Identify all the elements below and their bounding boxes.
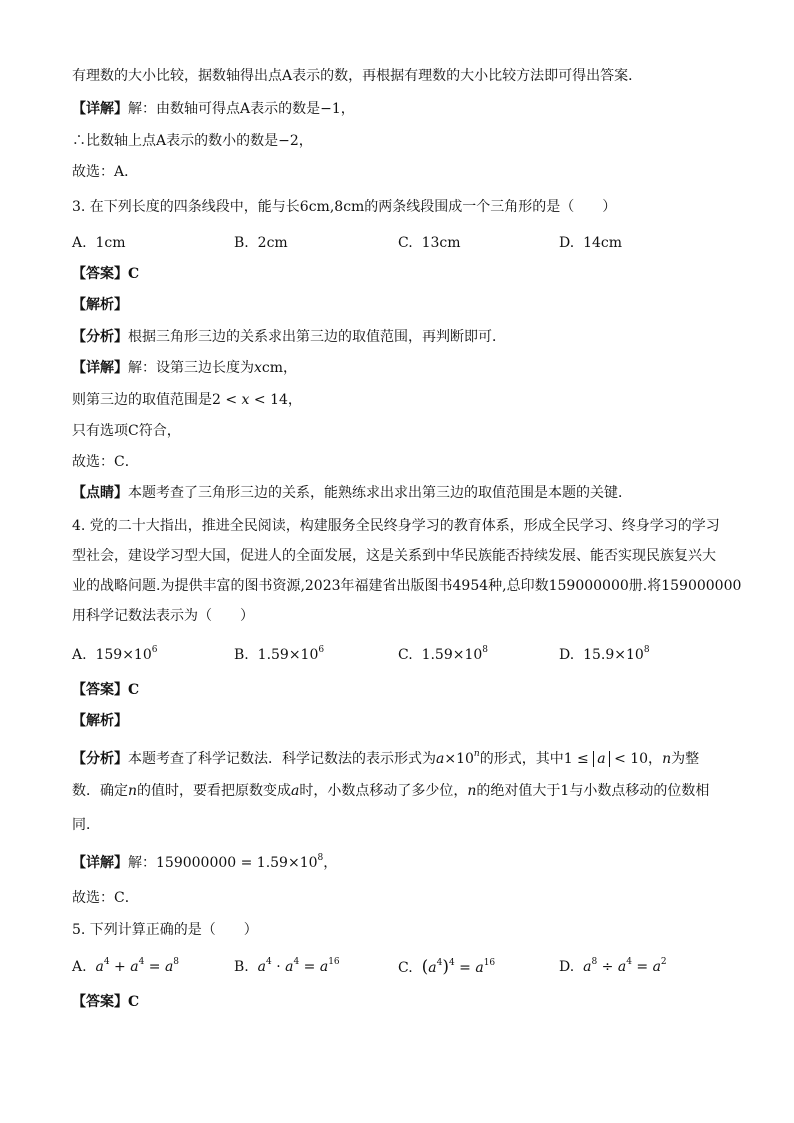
q5-option-b: B. $a^4 \cdot a^4 = a^{16}$ xyxy=(234,957,340,975)
question-5-options xyxy=(72,956,732,978)
question-5: 5. 下列计算正确的是（ ） xyxy=(72,922,258,938)
q3-only: 只有选项C符合， xyxy=(72,423,181,439)
q3-option-a: A. 1cm xyxy=(72,235,126,251)
question-3-options xyxy=(72,232,732,254)
question-3-text: 3. 在下列长度的四条线段中，能与长6cm,8cm的两条线段围成一个三角形的是（ ） xyxy=(72,199,617,215)
choose-text: 故选：A． xyxy=(72,164,139,180)
q5-option-d: D. $a^8 \div a^4 = a^2$ xyxy=(559,957,667,975)
q4-option-d: D. $15.9\times 10^8$ xyxy=(559,645,650,663)
q5-answer: 【答案】C xyxy=(72,994,140,1010)
q3-option-b: B. 2cm xyxy=(234,235,288,251)
q3-detail: 【详解】解：设第三边长度为xcm， xyxy=(72,360,298,376)
q5-option-c: C. $(a^4)^4 = a^{16}$ xyxy=(398,957,496,977)
q4-jiexi: 【解析】 xyxy=(72,713,128,729)
q4-detail: 【详解】解：$159000000 = 1.59\times 10^8$， xyxy=(72,853,338,871)
analysis-tag: 【分析】 xyxy=(72,329,128,345)
question-4-line-1: 4. 党的二十大指出，推进全民阅读，构建服务全民终身学习的教育体系，形成全民学习、终身学习的学习 xyxy=(72,518,720,534)
question-4-line-4: 用科学记数法表示为（ ） xyxy=(72,608,254,624)
q3-answer: 【答案】C xyxy=(72,266,140,282)
remark-tag: 【点睛】 xyxy=(72,485,128,501)
q3-remark xyxy=(72,483,632,503)
remark-text: 本题考查了三角形三边的关系，能熟练求出求出第三边的取值范围是本题的关键． xyxy=(128,485,632,501)
analysis-text: 根据三角形三边的关系求出第三边的取值范围，再判断即可． xyxy=(128,329,506,345)
q4-option-a: A. $159\times 10^6$ xyxy=(72,645,158,663)
q4-analysis-line-2: 数．确定n的值时，要看把原数变成a时，小数点移动了多少位，n的绝对值大于1与小数点移动的位数相 xyxy=(72,783,710,799)
text-line-detail xyxy=(72,99,355,119)
question-4-line-2: 型社会，建设学习型大国，促进人的全面发展，这是关系到中华民族能否持续发展、能否实现民族复兴大 xyxy=(72,548,716,564)
q3-analysis xyxy=(72,327,506,347)
q3-choose: 故选：C． xyxy=(72,454,139,470)
detail-tag: 【详解】 xyxy=(72,360,128,376)
q3-option-c: C. 13cm xyxy=(398,235,461,251)
q4-analysis-line-1: 【分析】本题考查了科学记数法．科学记数法的表示形式为$a\times 10^n$的形式，其中1 ≤ a < 10，n为整 xyxy=(72,749,700,767)
question-4-options xyxy=(72,644,732,666)
text-line-choose xyxy=(72,162,138,182)
q3-jiexi: 【解析】 xyxy=(72,297,128,313)
q4-choose: 故选：C． xyxy=(72,890,139,906)
q4-option-c: C. $1.59\times 10^8$ xyxy=(398,645,489,663)
question-3 xyxy=(72,197,616,217)
q3-option-d: D. 14cm xyxy=(559,235,623,251)
detail-tag: 【详解】 xyxy=(72,101,128,117)
analysis-tag: 【分析】 xyxy=(72,751,128,767)
q3-range: 则第三边的取值范围是2 < x < 14， xyxy=(72,392,302,408)
q4-answer: 【答案】C xyxy=(72,682,140,698)
q4-analysis-line-3: 同． xyxy=(72,817,100,833)
detail-tag: 【详解】 xyxy=(72,855,128,871)
intro-text: 有理数的大小比较，据数轴得出点A表示的数，再根据有理数的大小比较方法即可得出答案． xyxy=(72,68,643,84)
detail-text: 解：由数轴可得点A表示的数是−1， xyxy=(128,101,355,117)
text-line-intro xyxy=(72,66,642,86)
q4-option-b: B. $1.59\times 10^6$ xyxy=(234,645,325,663)
therefore-text: ∴比数轴上点A表示的数小的数是−2， xyxy=(72,133,313,149)
text-line-therefore xyxy=(72,131,313,151)
question-4-line-3: 业的战略问题.为提供丰富的图书资源,2023年福建省出版图书4954种,总印数159000000册.将159000000 xyxy=(72,578,742,594)
q5-option-a: A. $a^4 + a^4 = a^8$ xyxy=(72,957,180,975)
